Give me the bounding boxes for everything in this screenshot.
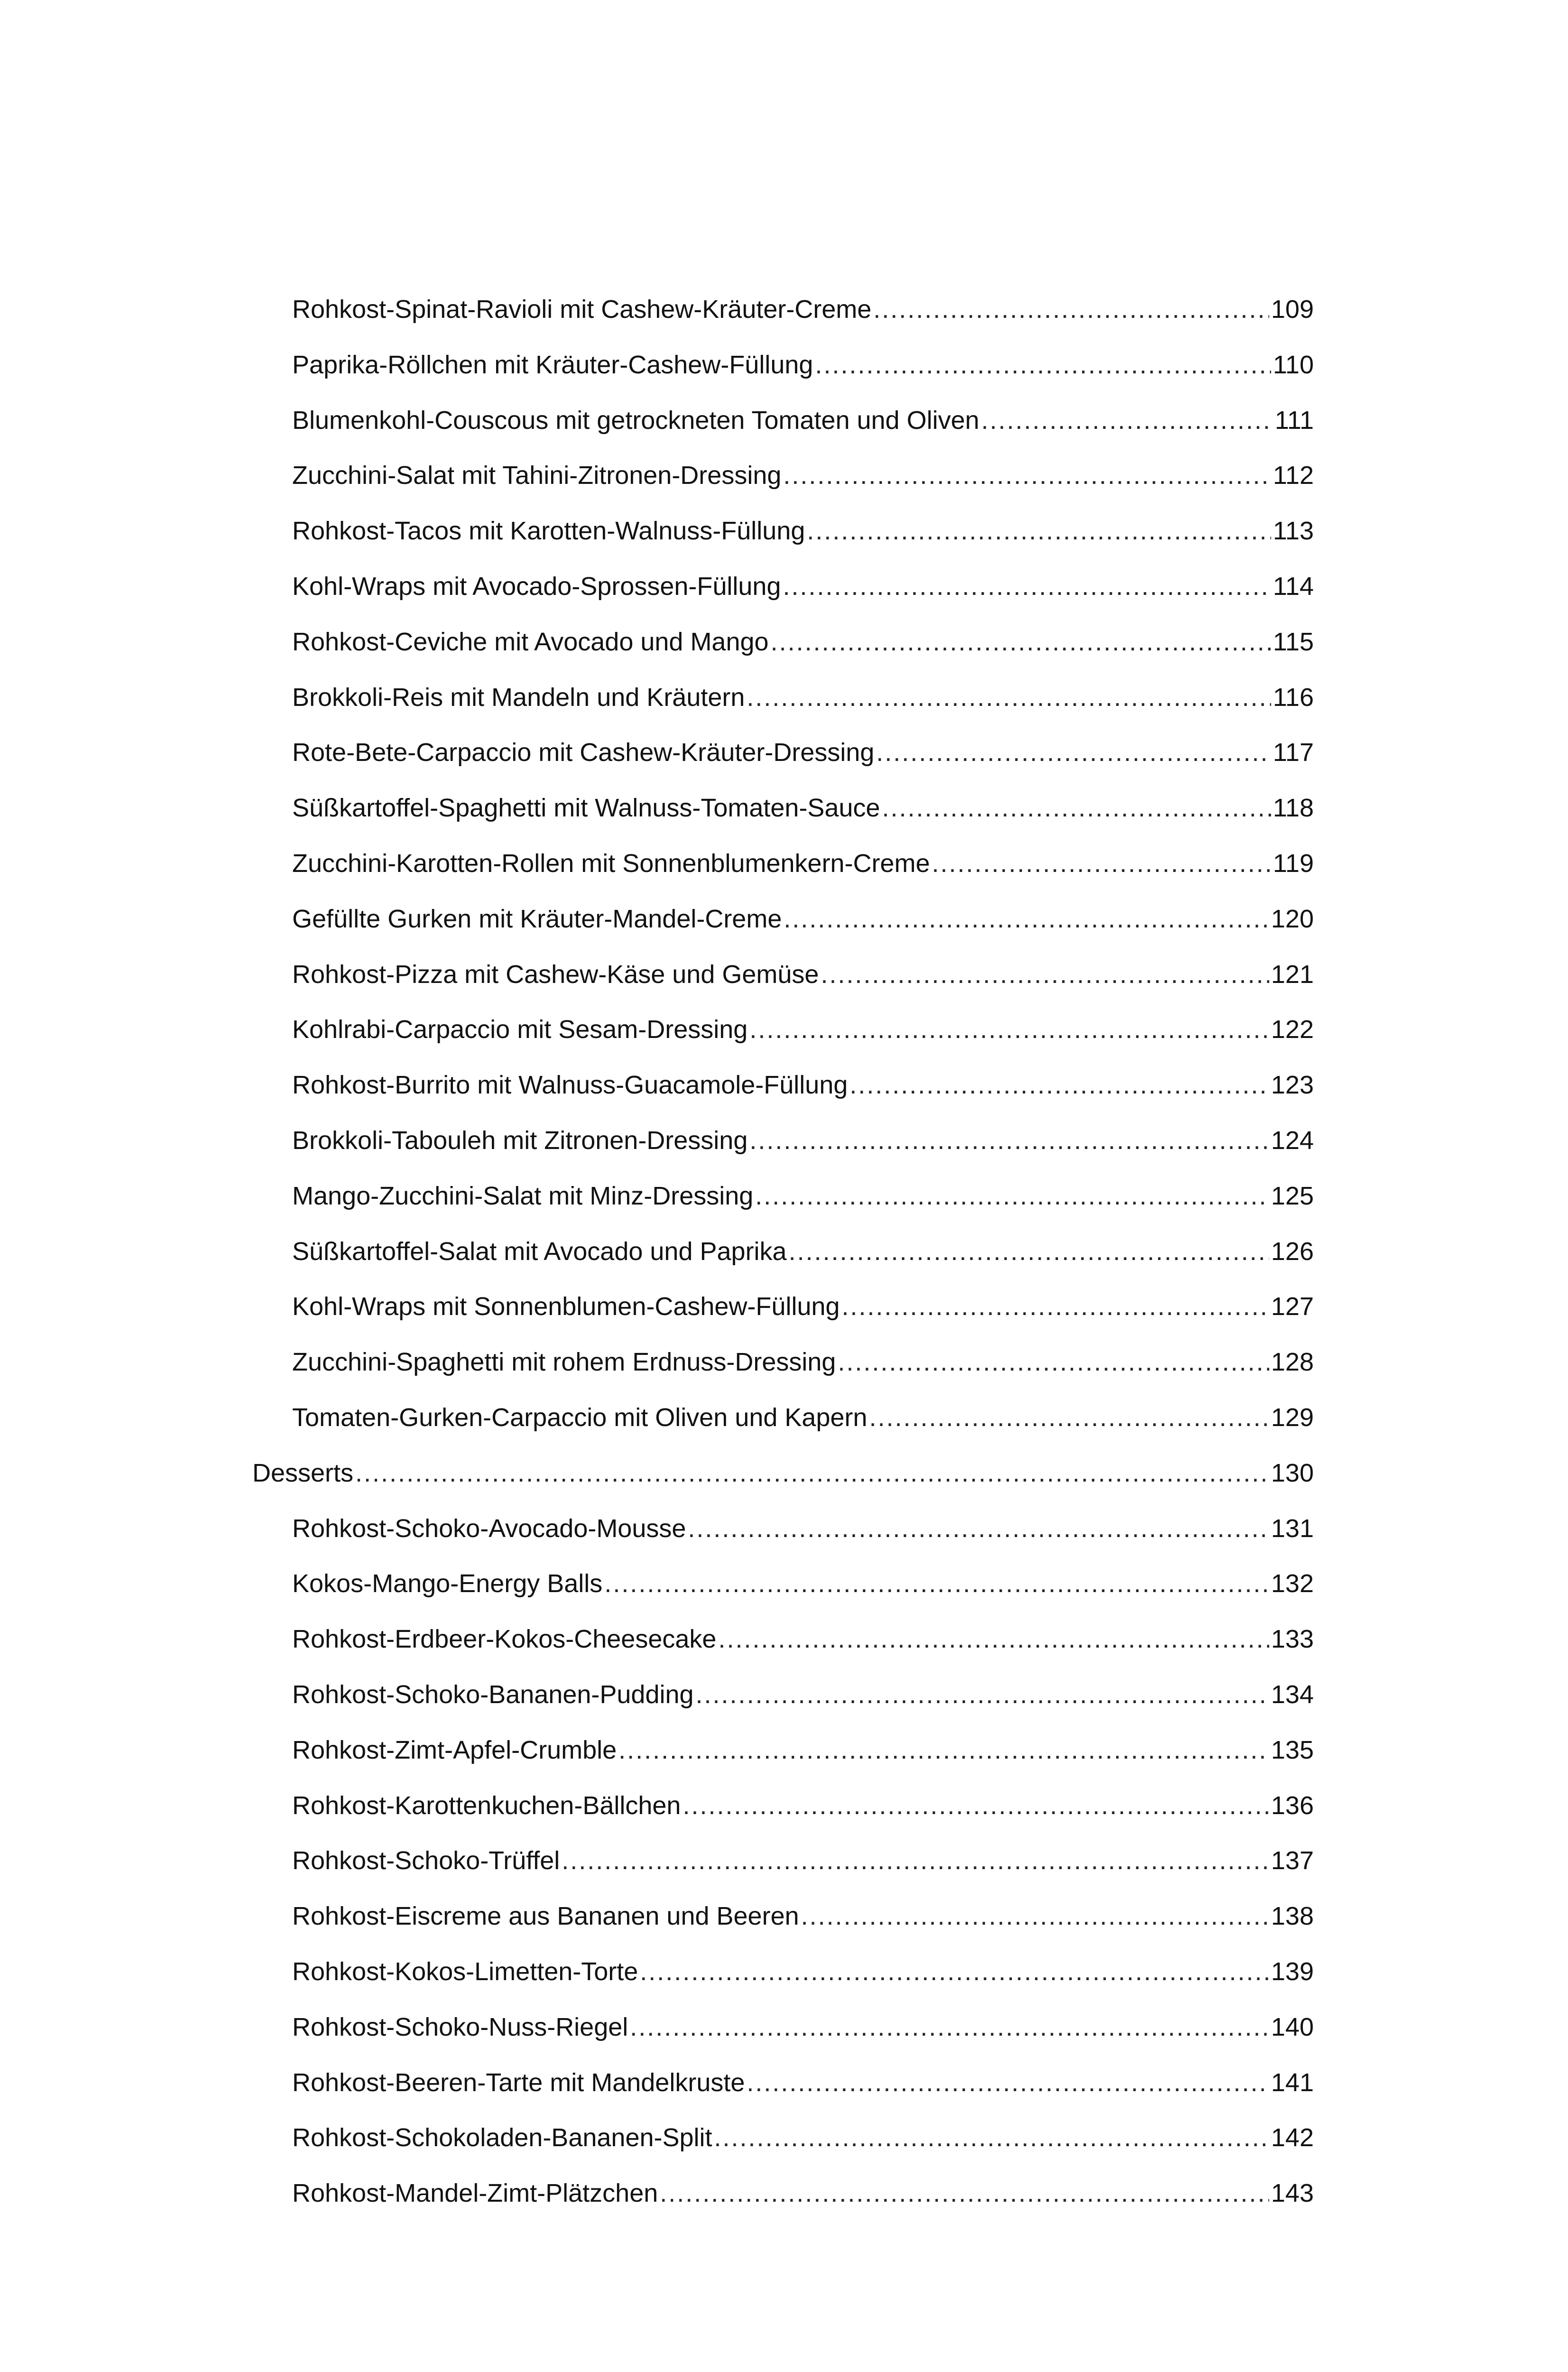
toc-entry-title: Mango-Zucchini-Salat mit Minz-Dressing (292, 1181, 754, 1210)
toc-entry-page-number: 128 (1271, 1348, 1314, 1377)
toc-entry-title: Blumenkohl-Couscous mit getrockneten Tomaten und Oliven (292, 406, 979, 435)
toc-entry-title: Kohlrabi-Carpaccio mit Sesam-Dressing (292, 1015, 748, 1044)
toc-entry-title: Rohkost-Erdbeer-Kokos-Cheesecake (292, 1625, 717, 1654)
toc-entry-title: Rohkost-Zimt-Apfel-Crumble (292, 1735, 617, 1764)
toc-entry-page-number: 119 (1273, 849, 1314, 878)
dot-leader (696, 1682, 1269, 1707)
toc-entry[interactable] (252, 1516, 1314, 1571)
toc-entry-title: Rohkost-Schokoladen-Bananen-Split (292, 2123, 712, 2152)
toc-entry[interactable] (252, 2180, 1314, 2236)
dot-leader (618, 1737, 1269, 1763)
toc-entry[interactable] (252, 1903, 1314, 1959)
dot-leader (747, 2070, 1269, 2095)
dot-leader (876, 740, 1271, 765)
dot-leader (789, 1239, 1269, 1264)
toc-entry-page-number: 140 (1271, 2012, 1314, 2041)
toc-entry-title: Rohkost-Tacos mit Karotten-Walnuss-Füllung (292, 517, 805, 546)
toc-entry-title: Süßkartoffel-Spaghetti mit Walnuss-Tomaten-Sauce (292, 794, 880, 823)
toc-entry-page-number: 115 (1273, 627, 1314, 656)
toc-entry-page-number: 133 (1271, 1625, 1314, 1654)
dot-leader (562, 1848, 1269, 1873)
toc-entry-page-number: 123 (1271, 1071, 1314, 1100)
toc-entry-title: Rohkost-Schoko-Bananen-Pudding (292, 1680, 694, 1709)
toc-entry-title: Rohkost-Ceviche mit Avocado und Mango (292, 627, 769, 656)
toc-entry[interactable] (252, 1626, 1314, 1682)
toc-entry-page-number: 122 (1271, 1015, 1314, 1044)
toc-entry-page-number: 134 (1271, 1680, 1314, 1709)
toc-entry[interactable] (252, 1294, 1314, 1349)
toc-entry-title: Kokos-Mango-Energy Balls (292, 1569, 603, 1598)
toc-entry-page-number: 126 (1271, 1237, 1314, 1266)
toc-entry[interactable] (252, 906, 1314, 962)
toc-entry-title: Rohkost-Karottenkuchen-Bällchen (292, 1791, 681, 1820)
toc-entry-page-number: 136 (1271, 1791, 1314, 1820)
toc-entry-page-number: 129 (1271, 1403, 1314, 1432)
toc-entry-page-number: 124 (1271, 1126, 1314, 1155)
toc-entry[interactable] (252, 463, 1314, 518)
dot-leader (688, 1516, 1269, 1541)
dot-leader (749, 1128, 1269, 1153)
toc-entry-page-number: 138 (1271, 1902, 1314, 1931)
toc-entry-page-number: 131 (1271, 1514, 1314, 1543)
toc-entry[interactable] (252, 1571, 1314, 1626)
toc-entry-title: Rohkost-Schoko-Nuss-Riegel (292, 2012, 628, 2041)
toc-entry[interactable] (252, 408, 1314, 463)
toc-entry-page-number: 127 (1271, 1292, 1314, 1321)
toc-entry[interactable] (252, 1128, 1314, 1183)
toc-entry-page-number: 143 (1271, 2179, 1314, 2208)
toc-entry[interactable] (252, 1682, 1314, 1737)
toc-entry-title: Kohl-Wraps mit Avocado-Sprossen-Füllung (292, 572, 781, 601)
toc-entry-title: Desserts (252, 1458, 354, 1487)
toc-entry-page-number: 114 (1273, 572, 1314, 601)
toc-entry-page-number: 111 (1274, 406, 1314, 435)
toc-entry-title: Rohkost-Schoko-Trüffel (292, 1846, 560, 1875)
toc-entry-page-number: 116 (1273, 683, 1314, 712)
toc-entry-title: Rohkost-Spinat-Ravioli mit Cashew-Kräuter-Creme (292, 295, 872, 324)
toc-entry[interactable] (252, 1848, 1314, 1903)
toc-entry[interactable] (252, 518, 1314, 574)
dot-leader (714, 2125, 1269, 2150)
toc-entry[interactable] (252, 1349, 1314, 1405)
dot-leader (604, 1571, 1269, 1596)
dot-leader (807, 518, 1271, 544)
toc-entry[interactable] (252, 352, 1314, 408)
toc-entry-title: Rote-Bete-Carpaccio mit Cashew-Kräuter-Dressing (292, 738, 875, 767)
toc-entry-page-number: 117 (1273, 738, 1314, 767)
toc-entry[interactable] (252, 1793, 1314, 1848)
dot-leader (771, 629, 1271, 655)
toc-entry[interactable] (252, 296, 1314, 352)
toc-entry-page-number: 135 (1271, 1735, 1314, 1764)
toc-entry-page-number: 112 (1273, 461, 1314, 490)
toc-entry[interactable] (252, 1183, 1314, 1239)
toc-entry-title: Rohkost-Mandel-Zimt-Plätzchen (292, 2179, 658, 2208)
dot-leader (873, 296, 1269, 322)
toc-entry-title: Brokkoli-Tabouleh mit Zitronen-Dressing (292, 1126, 748, 1155)
toc-entry[interactable] (252, 1737, 1314, 1793)
toc-entry[interactable] (252, 685, 1314, 740)
dot-leader (932, 851, 1271, 876)
toc-entry[interactable] (252, 1072, 1314, 1128)
toc-entry-title: Kohl-Wraps mit Sonnenblumen-Cashew-Füllung (292, 1292, 840, 1321)
toc-entry-page-number: 141 (1271, 2068, 1314, 2097)
dot-leader (755, 1183, 1269, 1209)
toc-entry[interactable] (252, 2125, 1314, 2180)
toc-entry-page-number: 110 (1273, 350, 1314, 379)
dot-leader (683, 1793, 1269, 1818)
toc-entry[interactable] (252, 1405, 1314, 1460)
dot-leader (882, 795, 1271, 821)
toc-entry-title: Paprika-Röllchen mit Kräuter-Cashew-Füllung (292, 350, 813, 379)
dot-leader (838, 1349, 1269, 1375)
dot-leader (842, 1294, 1269, 1319)
toc-entry-page-number: 132 (1271, 1569, 1314, 1598)
dot-leader (749, 1017, 1269, 1042)
toc-entry-page-number: 139 (1271, 1957, 1314, 1986)
toc-entry[interactable] (252, 629, 1314, 685)
dot-leader (783, 574, 1271, 599)
dot-leader (355, 1460, 1269, 1486)
toc-entry-title: Rohkost-Beeren-Tarte mit Mandelkruste (292, 2068, 745, 2097)
toc-entry-title: Zucchini-Salat mit Tahini-Zitronen-Dressing (292, 461, 782, 490)
dot-leader (869, 1405, 1269, 1430)
dot-leader (783, 463, 1271, 488)
dot-leader (849, 1072, 1269, 1098)
toc-entry[interactable] (252, 851, 1314, 906)
toc-entry[interactable] (252, 574, 1314, 629)
toc-entry-title: Gefüllte Gurken mit Kräuter-Mandel-Creme (292, 904, 782, 933)
dot-leader (821, 962, 1269, 987)
toc-entry-title: Brokkoli-Reis mit Mandeln und Kräutern (292, 683, 745, 712)
toc-entry-page-number: 121 (1271, 960, 1314, 989)
toc-entry-title: Zucchini-Karotten-Rollen mit Sonnenblumenkern-Creme (292, 849, 930, 878)
toc-entry-title: Rohkost-Burrito mit Walnuss-Guacamole-Füllung (292, 1071, 848, 1100)
table-of-contents (252, 296, 1314, 2236)
dot-leader (815, 352, 1271, 378)
dot-leader (640, 1959, 1269, 1984)
toc-entry-page-number: 137 (1271, 1846, 1314, 1875)
toc-entry-page-number: 113 (1273, 517, 1314, 546)
toc-entry[interactable] (252, 2070, 1314, 2125)
toc-entry-page-number: 125 (1271, 1181, 1314, 1210)
dot-leader (747, 685, 1271, 710)
toc-entry-title: Zucchini-Spaghetti mit rohem Erdnuss-Dressing (292, 1348, 836, 1377)
dot-leader (801, 1903, 1269, 1929)
toc-entry-title: Süßkartoffel-Salat mit Avocado und Paprika (292, 1237, 787, 1266)
toc-entry-page-number: 120 (1271, 904, 1314, 933)
dot-leader (981, 408, 1273, 433)
toc-entry[interactable] (252, 1017, 1314, 1072)
toc-entry[interactable] (252, 1239, 1314, 1294)
toc-entry[interactable] (252, 2014, 1314, 2070)
dot-leader (630, 2014, 1269, 2040)
toc-entry-page-number: 109 (1271, 295, 1314, 324)
toc-entry-title: Rohkost-Pizza mit Cashew-Käse und Gemüse (292, 960, 819, 989)
toc-entry[interactable] (252, 962, 1314, 1017)
dot-leader (784, 906, 1269, 932)
toc-entry[interactable] (252, 795, 1314, 851)
toc-entry[interactable] (252, 1959, 1314, 2014)
toc-entry[interactable] (252, 740, 1314, 795)
toc-entry-page-number: 130 (1271, 1458, 1314, 1487)
toc-entry-title: Tomaten-Gurken-Carpaccio mit Oliven und Kapern (292, 1403, 867, 1432)
toc-entry-title: Rohkost-Schoko-Avocado-Mousse (292, 1514, 686, 1543)
dot-leader (660, 2180, 1269, 2206)
toc-entry-title: Rohkost-Eiscreme aus Bananen und Beeren (292, 1902, 799, 1931)
dot-leader (718, 1626, 1269, 1652)
toc-section-entry[interactable] (252, 1460, 1314, 1516)
toc-entry-page-number: 118 (1273, 794, 1314, 823)
toc-entry-title: Rohkost-Kokos-Limetten-Torte (292, 1957, 638, 1986)
toc-entry-page-number: 142 (1271, 2123, 1314, 2152)
